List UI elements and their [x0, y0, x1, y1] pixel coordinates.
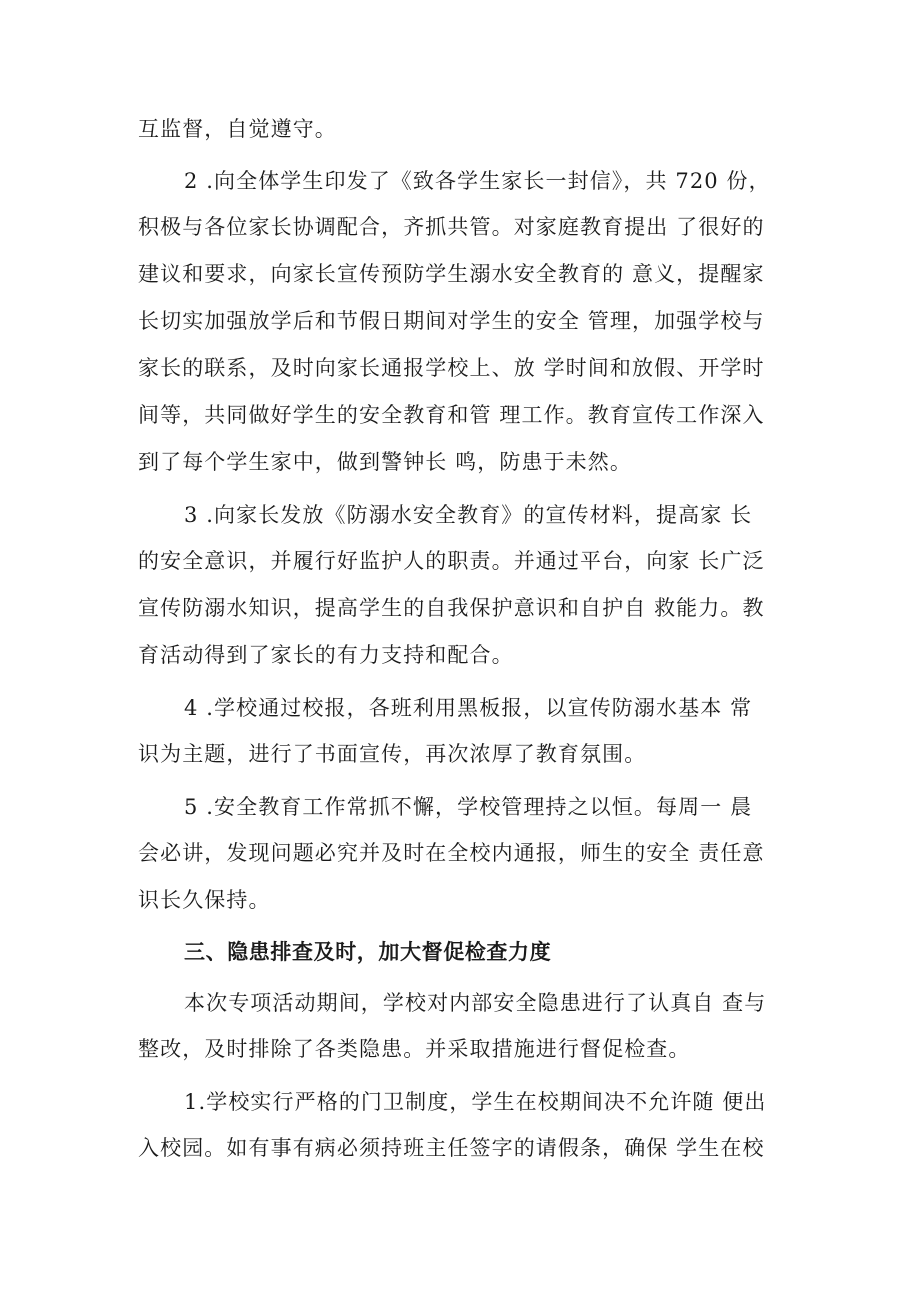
text-line: 建议和要求，向家长宣传预防学生溺水安全教育的 意义，提醒家 [138, 262, 765, 286]
text-line: 长切实加强放学后和节假日期间对学生的安全 管理，加强学校与 [138, 309, 765, 333]
list-item-4-first-line: 4 .学校通过校报，各班利用黑板报，以宣传防溺水基本 常 [184, 696, 753, 720]
list-item-1-first-line: 1.学校实行严格的门卫制度，学生在校期间决不允许随 便出 [184, 1090, 767, 1114]
text-line: 会必讲，发现问题必究并及时在全校内通报，师生的安全 责任意 [138, 841, 765, 865]
text-line: 宣传防溺水知识，提高学生的自我保护意识和自护自 救能力。教 [138, 596, 765, 620]
text-line: 育活动得到了家长的有力支持和配合。 [138, 643, 514, 667]
text-line: 间等，共同做好学生的安全教育和管 理工作。教育宣传工作深入 [138, 403, 765, 427]
text-line: 到了每个学生家中，做到警钟长 鸣，防患于未然。 [138, 450, 632, 474]
list-item-2-first-line: 2 .向全体学生印发了《致各学生家长一封信》，共 720 份， [184, 169, 771, 193]
text-line: 入校园。如有事有病必须持班主任签字的请假条，确保 学生在校 [138, 1136, 765, 1160]
list-item-5-first-line: 5 .安全教育工作常抓不懈，学校管理持之以恒。每周一 晨 [184, 795, 753, 819]
text-line: 识为主题，进行了书面宣传，再次浓厚了教育氛围。 [138, 742, 647, 766]
text-line: 的安全意识，并履行好监护人的职责。并通过平台，向家 长广泛 [138, 549, 765, 573]
list-item-3-first-line: 3 .向家长发放《防溺水安全教育》的宣传材料，提高家 长 [184, 503, 753, 527]
section-heading: 三、隐患排查及时，加大督促检查力度 [184, 940, 552, 964]
text-line: 积极与各位家长协调配合，齐抓共管。对家庭教育提出 了很好的 [138, 215, 765, 239]
text-line: 识长久保持。 [138, 888, 271, 912]
paragraph-first-line: 本次专项活动期间，学校对内部安全隐患进行了认真自 查与 [184, 991, 767, 1015]
text-line: 家长的联系，及时向家长通报学校上、放 学时间和放假、开学时 [138, 356, 765, 380]
text-line: 互监督，自觉遵守。 [138, 117, 337, 141]
text-line: 整改，及时排除了各类隐患。并采取措施进行督促检查。 [138, 1037, 691, 1061]
